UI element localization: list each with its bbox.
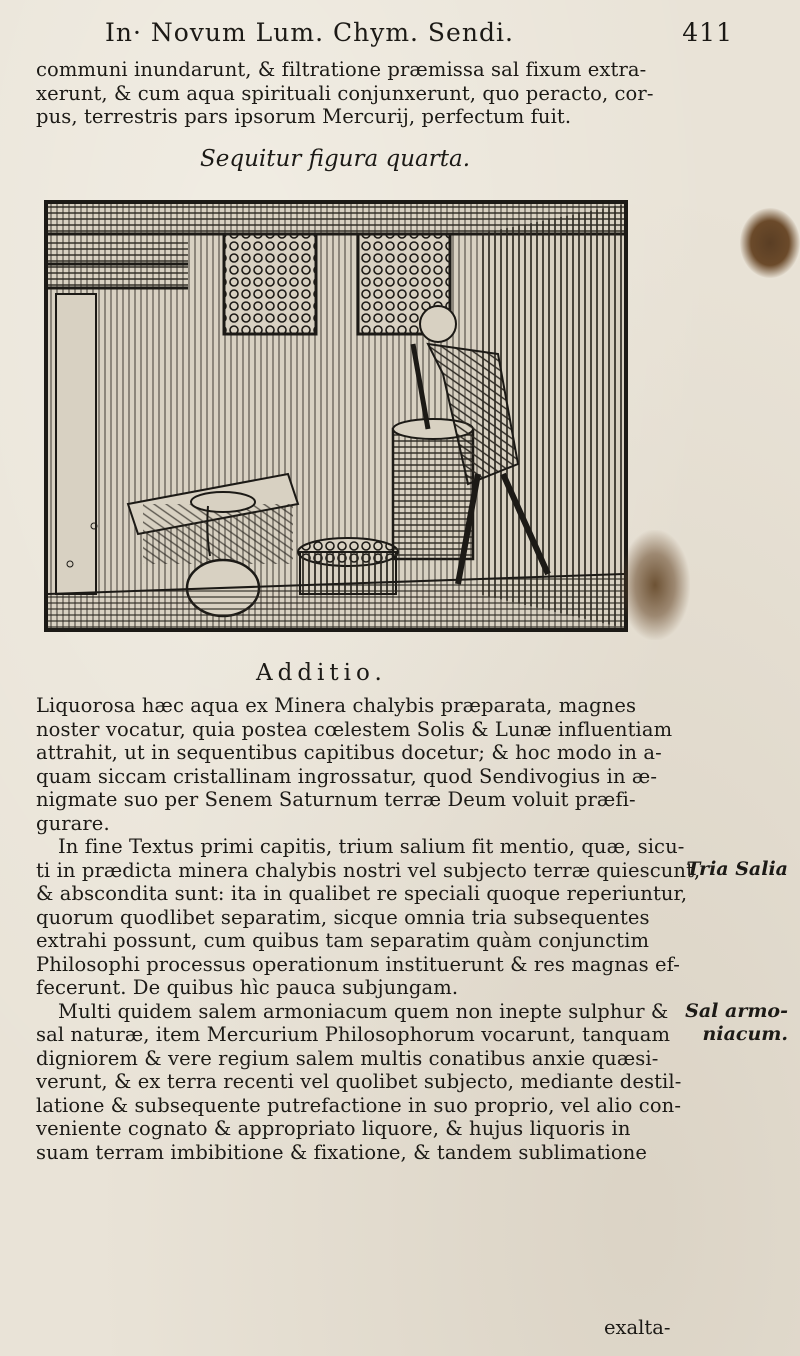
text-line: Liquorosa hæc aqua ex Minera chalybis præparata, magnes xyxy=(36,694,637,717)
text-line: suam terram imbibitione & fixatione, & tandem sublimatione xyxy=(36,1140,648,1164)
figure-caption: Sequitur figura quarta. xyxy=(200,146,471,172)
text-line: xerunt, & cum aqua spirituali conjunxerunt, quo peracto, cor- xyxy=(36,81,654,105)
text-line: nigmate suo per Senem Saturnum terræ Deum voluit præfi- xyxy=(36,788,636,811)
marginal-note: niacum. xyxy=(702,1023,788,1045)
page-number: 411 xyxy=(682,18,733,47)
text-line: sal naturæ, item Mercurium Philosophorum vocarunt, tanquam xyxy=(36,1023,671,1046)
main-paragraphs xyxy=(36,694,700,1164)
text-line: attrahit, ut in sequentibus capitibus docetur; & hoc modo in a- xyxy=(36,741,662,764)
ink-stain xyxy=(620,530,690,640)
text-line: verunt, & ex terra recenti vel quolibet subjecto, mediante destil- xyxy=(36,1070,682,1093)
text-line: In fine Textus primi capitis, trium salium fit mentio, quæ, sicu- xyxy=(58,835,685,858)
text-line: pus, terrestris pars ipsorum Mercurij, perfectum fuit. xyxy=(36,105,572,128)
text-line: latione & subsequente putrefactione in suo proprio, vel alio con- xyxy=(36,1093,682,1117)
marginal-note: Tria Salia xyxy=(686,858,788,880)
running-header xyxy=(105,18,733,54)
section-title: Additio. xyxy=(256,660,387,686)
text-line: ti in prædicta minera chalybis nostri vel subjecto terræ quiescunt, xyxy=(36,858,701,882)
text-line: Philosophi processus operationum instituerunt & res magnas ef- xyxy=(36,952,680,976)
ink-stain xyxy=(740,208,800,278)
woodcut-illustration xyxy=(44,200,628,632)
text-line: & abscondita sunt: ita in qualibet re speciali quoque reperiuntur, xyxy=(36,882,688,905)
text-line: quorum quodlibet separatim, sicque omnia tria subsequentes xyxy=(36,905,650,929)
marginal-note: Sal armo- xyxy=(685,1000,788,1022)
text-line: fecerunt. De quibus hìc pauca subjungam. xyxy=(36,976,459,999)
text-line: quam siccam cristallinam ingrossatur, quod Sendivogius in æ- xyxy=(36,764,658,788)
intro-paragraph xyxy=(36,58,654,129)
catchword: exalta- xyxy=(604,1316,671,1339)
woodcut-laboratory-scene xyxy=(48,204,624,628)
text-line: extrahi possunt, cum quibus tam separatim quàm conjunctim xyxy=(36,929,650,952)
text-line: digniorem & vere regium salem multis conatibus anxie quæsi- xyxy=(36,1046,659,1070)
text-line: veniente cognato & appropriato liquore, & hujus liquoris in xyxy=(36,1117,631,1140)
text-line: communi inundarunt, & filtratione præmissa sal fixum extra- xyxy=(36,58,647,81)
text-line: gurare. xyxy=(36,811,110,835)
text-line: Multi quidem salem armoniacum quem non inepte sulphur & xyxy=(58,999,669,1023)
running-title: In· Novum Lum. Chym. Sendi. xyxy=(105,18,514,47)
text-line: noster vocatur, quia postea cœlestem Solis & Lunæ influentiam xyxy=(36,717,673,741)
